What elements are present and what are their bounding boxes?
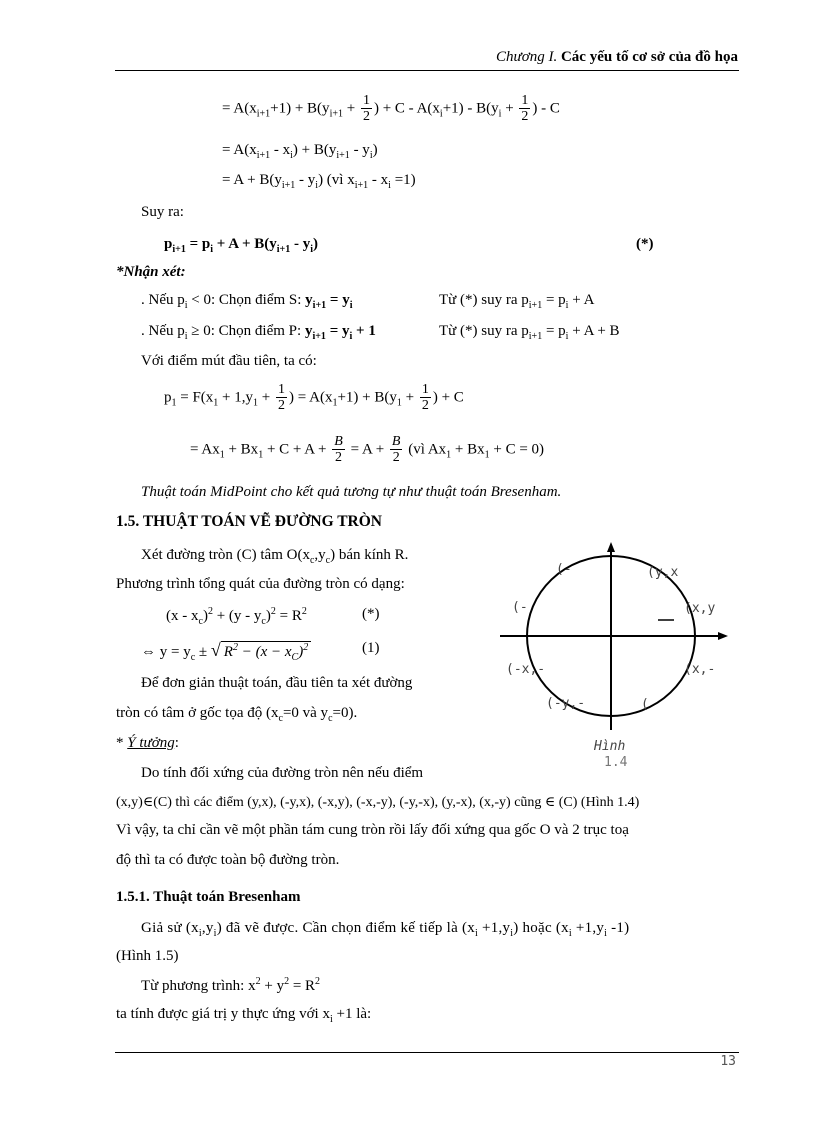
case-2: . Nếu $p_i \ge 0$: Chọn điểm P: $y_{i+1} = y_i + 1$: [141, 323, 376, 342]
equation-line-3: = $A + B(y_{i+1} - y_i)$ (vì $x_{i+1} - x_i =1$): [222, 172, 416, 191]
voi-diem-text: Với điểm mút đầu tiên, ta có:: [141, 353, 317, 369]
label-8: (: [641, 697, 649, 712]
simplify-line-1: Để đơn giản thuật toán, đầu tiên ta xét đường: [141, 675, 413, 691]
page-number: 13: [720, 1054, 736, 1069]
footer-rule: [115, 1052, 739, 1053]
label-x-y: (x,y: [684, 601, 716, 616]
circle-intro-line-2: Phương trình tổng quát của đường tròn có dạng:: [116, 576, 405, 592]
y-equation: ⇔ $y = y_c$ ± √ $R^2 - (x - x_C)^2$: [141, 640, 311, 663]
bresenham-line-2: (Hình 1.5): [116, 948, 179, 964]
circle-intro-line-1: Xét đường tròn (C) tâm $O(x_c,y_c)$ bán kính R.: [141, 547, 409, 566]
circle-equation-tag: (*): [362, 606, 380, 622]
section-1-5-heading: 1.5. THUẬT TOÁN VẼ ĐƯỜNG TRÒN: [116, 513, 382, 530]
label-minus-x: (-x,-: [506, 662, 546, 677]
label-3: (-: [512, 600, 528, 615]
symmetry-line-4: độ thì ta có được toàn bộ đường tròn.: [116, 852, 340, 868]
case-2-result: Từ (*) suy ra $p_{i+1} = p_i + A + B$: [439, 323, 620, 342]
midpoint-note: Thuật toán MidPoint cho kết quả tương tự như thuật toán Bresenham.: [141, 484, 562, 500]
symmetry-line-2: (x,y)∈(C) thì các điểm (y,x), (-y,x), (-x,y), (-x,-y), (-y,-x), (y,-x), (x,-y) cũng ∈ (C) (Hình 1.4): [116, 795, 640, 810]
formula-tag: (*): [636, 236, 654, 252]
p1-equation-2: = $Ax_1 + Bx_1 + C + A$ + $\frac{B}{2}$ = A + $\frac{B}{2}$ (vì $Ax_1 + Bx_1 + C = 0$): [190, 434, 545, 466]
nhan-xet-heading: *Nhận xét:: [116, 264, 186, 280]
bresenham-line-1: Giả sử $(x_i,y_i)$ đã vẽ được. Cần chọn điểm kế tiếp là $(x_i +1,y_i)$ hoặc ($x_i +1,y_i$ -1): [141, 920, 630, 939]
header-title: Các yếu tố cơ sở của đồ họa: [560, 49, 738, 65]
circle-symmetry-figure: [496, 540, 741, 770]
p-recurrence-formula: $p_{i+1} = p_i + A + B(y_{i+1} - y_i)$: [164, 236, 319, 255]
label-minus-y: (-y,-: [546, 696, 586, 711]
y-equation-tag: (1): [362, 640, 380, 656]
circle-equation: $(x - x_c)^2 + (y - y_c)^2 = R^2$: [166, 606, 307, 627]
y-axis-arrow-icon: [607, 542, 615, 552]
x-axis-arrow-icon: [718, 632, 728, 640]
simplify-line-2: tròn có tâm ở gốc tọa độ ($x_c=0$ và $y_c=0$).: [116, 705, 358, 724]
section-1-5-1-heading: 1.5.1. Thuật toán Bresenham: [116, 889, 301, 905]
suy-ra-text: Suy ra:: [141, 204, 184, 220]
header-chapter: Chương I.: [496, 49, 558, 65]
figure-number: 1.4: [604, 755, 628, 770]
case-1-result: Từ (*) suy ra $p_{i+1} = p_i + A$: [439, 292, 595, 311]
label-x-minus: (x,-: [684, 662, 716, 677]
symmetry-line-1: Do tính đối xứng của đường tròn nên nếu điểm: [141, 765, 424, 781]
y-tuong-heading: * Ý tưởng:: [116, 735, 179, 751]
symmetry-line-3: Vì vậy, ta chỉ cần vẽ một phần tám cung tròn rồi lấy đối xứng qua gốc O và 2 trục toạ: [116, 822, 629, 838]
equation-line-2: = $A(x_{i+1} - x_i) + B(y_{i+1} - y_i)$: [222, 142, 378, 161]
figure-caption: Hình: [594, 739, 626, 754]
case-1: . Nếu $p_i < 0$: Chọn điểm S: $y_{i+1} = y_i$: [141, 292, 353, 311]
last-line: ta tính được giá trị y thực ứng với $x_i +1$ là:: [116, 1006, 372, 1025]
from-equation: Từ phương trình: $x^2 + y^2 = R^2$: [141, 976, 321, 994]
p1-equation: $p_1 = F(x_1 + 1,y_1$ + $\frac{1}{2}$ ) = $A(x_1+1) + B(y_1$ + $\frac{1}{2}$ ) + C: [164, 382, 464, 414]
label-y-x: (y,x: [647, 565, 679, 580]
running-header: [496, 49, 738, 66]
header-rule: [115, 70, 739, 71]
equation-line-1: = $A(x_{i+1}+1) + B(y_{i+1}$ + $\frac{1}{2}$ ) + $C - A(x_i+1) - B(y_i$ + $\frac{1}{2}$ ) - C: [222, 93, 560, 125]
label-1: (-: [556, 562, 572, 577]
